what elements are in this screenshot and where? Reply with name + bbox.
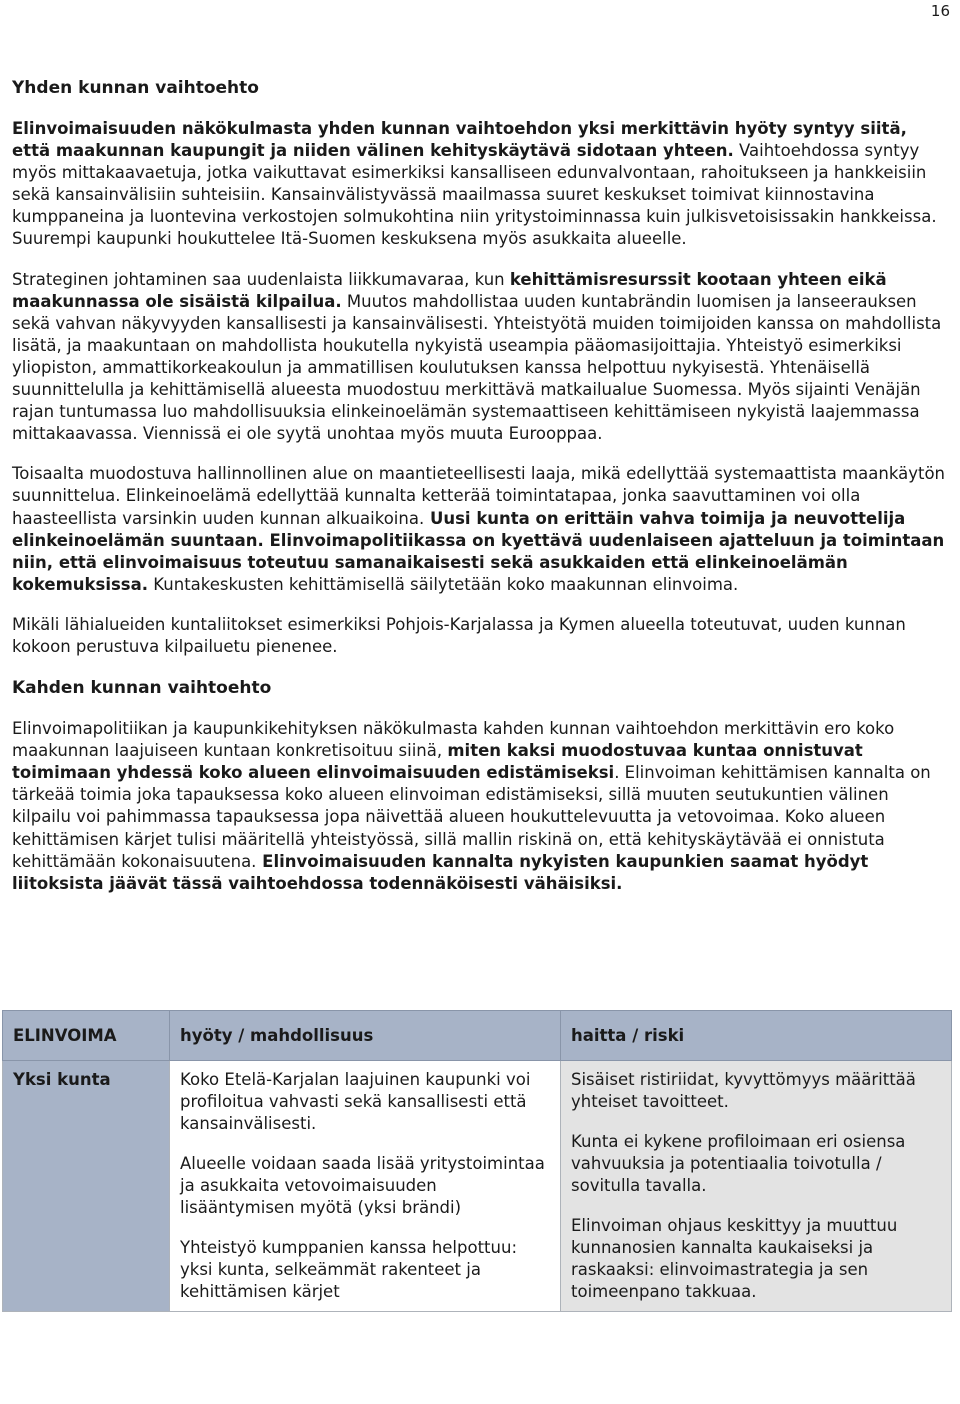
body-text: Toisaalta muodostuva hallinnollinen alue on maantieteellisesti laaja, mikä edellyttää systemaattista maankäytön suunnittelua. Elinkeinoelämä edellyttää kunnalta ketterää toimintatapaa, jonka saavuttaminen voi olla haasteellista varsinkin uuden kunnan alkuaikoina.: [12, 464, 946, 528]
body-text: Vaihtoehdossa syntyy myös mittakaavaetuja, jotka vaikuttavat esimerkiksi kansalliseen edunvalvontaan, rahoitukseen ja hankkeisiin sekä kansainvälisiin suhteisiin. Kansainvälistyvässä maailmassa suuret keskukset toimivat kiinnostavina kumppaneina ja luontevina verkostojen solmukohtina niin yritystoiminnassa kuin julkisvetoisissakin hankkeissa. Suurempi kaupunki houkuttelee Itä-Suomen keskuksena myös asukkaita alueelle.: [12, 141, 937, 249]
section-heading-yhden-kunnan: Yhden kunnan vaihtoehto: [12, 78, 259, 98]
body-text: Strateginen johtaminen saa uudenlaista liikkumavaraa, kun: [12, 269, 510, 289]
table-row: [3, 1061, 952, 1312]
benefit-item: Yhteistyö kumppanien kanssa helpottuu: yksi kunta, selkeämmät rakenteet ja kehittämisen kärjet: [180, 1238, 518, 1301]
paragraph-kahden-kunnan: [12, 718, 946, 895]
risk-item: Elinvoiman ohjaus keskittyy ja muuttuu kunnanosien kannalta kaukaiseksi ja raskaaksi: elinvoimastrategia ja sen toimeenpano takkuaa.: [571, 1216, 898, 1301]
benefits-cell: [170, 1061, 561, 1312]
table-header-row: [3, 1011, 952, 1061]
paragraph-strateginen-johtaminen: [12, 269, 946, 446]
page-number: 16: [930, 2, 950, 20]
emphasis-text: Elinvoimaisuuden kannalta nykyisten kaupunkien saamat hyödyt liitoksista jäävät tässä vaihtoehdossa todennäköisesti vähäisiksi.: [12, 851, 869, 893]
paragraph-hallinnollinen-alue: [12, 463, 946, 596]
table-header-hyoty: hyöty / mahdollisuus: [170, 1011, 561, 1061]
document-body: [12, 76, 946, 895]
paragraph-elinvoimaisuus: [12, 118, 946, 251]
table-header-elinvoima: ELINVOIMA: [3, 1011, 170, 1061]
risk-item: Kunta ei kykene profiloimaan eri osiensa vahvuuksia ja potentiaalia toivotulla / sovitulla tavalla.: [571, 1132, 906, 1195]
paragraph-kuntaliitokset: Mikäli lähialueiden kuntaliitokset esimerkiksi Pohjois-Karjalassa ja Kymen alueella toteutuvat, uuden kunnan kokoon perustuva kilpailuetu pienenee.: [12, 614, 906, 656]
body-text: . Elinvoiman kehittämisen kannalta on tärkeää toimia joka tapauksessa koko alueen elinvoiman edistämiseksi, sillä muuten seutukuntien välinen kilpailu voi pahimmassa tapauksessa jopa näivettää alueen houkuttelevuutta ja vetovoimaa. Koko alueen kehittämisen kärjet tulisi määritellä yhteistyössä, sillä mallin riskinä on, että kehityskäytävää ei onnistuta kehittämään kokonaisuutena.: [12, 763, 931, 871]
table-header-haitta: haitta / riski: [561, 1011, 952, 1061]
body-text: Muutos mahdollistaa uuden kuntabrändin luomisen ja lanseerauksen sekä vahvan näkyvyyden kansallisesti ja kansainvälisesti. Yhteistyötä muiden toimijoiden kanssa on mahdollista lisätä, ja maakuntaan on mahdollista houkutella nykyistä useampia pääomasijoittajia. Yhteistyö esimerkiksi yliopiston, ammattikorkeakoulun ja ammatillisen koulutuksen kanssa helpottuu nykyisestä. Yhtenäisellä suunnittelulla ja kehittämisellä alueesta muodostuu merkittävä matkailualue Suomessa. Myös sijainti Venäjän rajan tuntumassa luo mahdollisuuksia elinkeinoelämän systemaattiseen kehittämiseen nykyistä laajemmassa mittakaavassa. Viennissä ei ole syytä unohtaa myös muuta Eurooppaa.: [12, 291, 942, 444]
emphasis-text: Uusi kunta on erittäin vahva toimija ja neuvottelija elinkeinoelämän suuntaan. Elinvoimapolitiikassa on kyettävä uudenlaiseen ajatteluun ja toimintaan niin, että elinvoimaisuus toteutuu samanaikaisesti sekä asukkaiden että elinkeinoelämän kokemuksissa.: [12, 508, 945, 594]
risk-item: Sisäiset ristiriidat, kyvyttömyys määrittää yhteiset tavoitteet.: [571, 1070, 916, 1111]
body-text: Kuntakeskusten kehittämisellä säilytetään koko maakunnan elinvoima.: [148, 574, 739, 594]
benefit-item: Alueelle voidaan saada lisää yritystoimintaa ja asukkaita vetovoimaisuuden lisääntymisen myötä (yksi brändi): [180, 1154, 545, 1217]
body-text: Elinvoimapolitiikan ja kaupunkikehityksen näkökulmasta kahden kunnan vaihtoehdon merkittävin ero koko maakunnan laajuiseen kuntaan konkretisoituu siinä,: [12, 719, 895, 761]
elinvoima-table: [2, 1010, 952, 1312]
emphasis-text: Elinvoimaisuuden näkökulmasta yhden kunnan vaihtoehdon yksi merkittävin hyöty syntyy siitä, että maakunnan kaupungit ja niiden välinen kehityskäytävä sidotaan yhteen.: [12, 119, 907, 161]
emphasis-text: kehittämisresurssit kootaan yhteen eikä maakunnassa ole sisäistä kilpailua.: [12, 269, 887, 311]
row-label-yksi-kunta: Yksi kunta: [3, 1061, 170, 1312]
emphasis-text: miten kaksi muodostuvaa kuntaa onnistuvat toimimaan yhdessä koko alueen elinvoimaisuuden edistämiseksi: [12, 741, 863, 783]
risks-cell: [561, 1061, 952, 1312]
section-heading-kahden-kunnan: Kahden kunnan vaihtoehto: [12, 678, 272, 699]
benefit-item: Koko Etelä-Karjalan laajuinen kaupunki voi profiloitua vahvasti sekä kansallisesti että kansainvälisesti.: [180, 1070, 531, 1133]
